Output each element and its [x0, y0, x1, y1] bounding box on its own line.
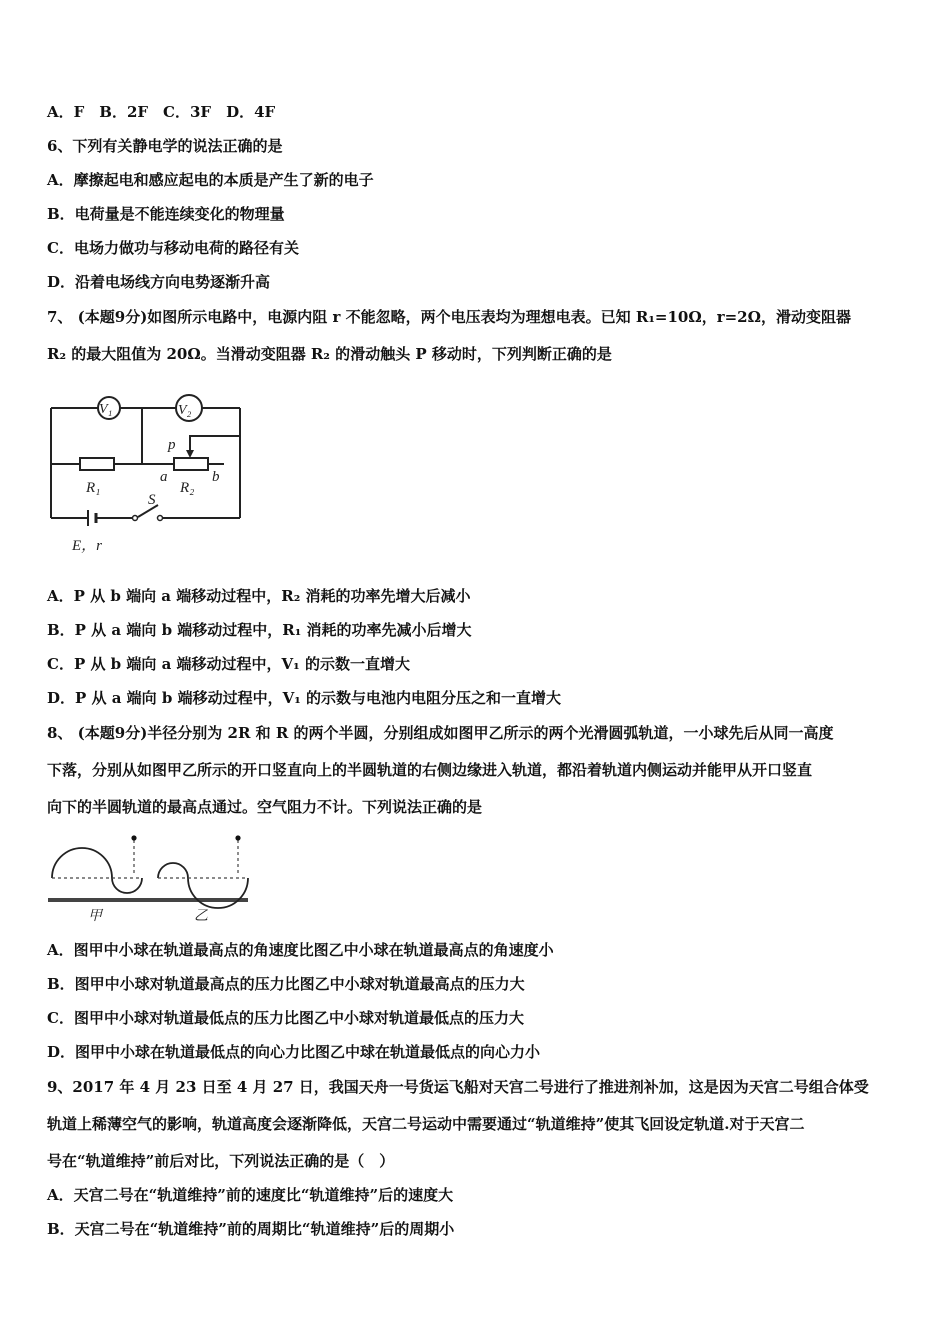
label-jia: 甲 — [88, 909, 102, 924]
q7-option-d: D．P 从 a 端向 b 端移动过程中，V₁ 的示数与电池内电阻分压之和一直增大 — [47, 689, 562, 707]
circuit-diagram — [44, 388, 254, 556]
q7-option-a: A．P 从 b 端向 a 端移动过程中，R₂ 消耗的功率先增大后减小 — [47, 587, 471, 605]
q7-stem-line1: 7、 (本题9分)如图所示电路中，电源内阻 r 不能忽略，两个电压表均为理想电表。已知 R₁=10Ω，r=2Ω，滑动变阻器 — [47, 308, 851, 326]
q8-option-d: D．图甲中小球在轨道最低点的向心力比图乙中球在轨道最低点的向心力小 — [47, 1043, 541, 1061]
track-yi-lower — [188, 878, 248, 908]
q6-option-c: C．电场力做功与移动电荷的路径有关 — [47, 239, 299, 257]
q7-option-b: B．P 从 a 端向 b 端移动过程中，R₁ 消耗的功率先减小后增大 — [47, 621, 472, 639]
track-jia-upper — [52, 848, 112, 878]
ground — [48, 898, 248, 902]
q8-option-b: B．图甲中小球对轨道最高点的压力比图乙中小球对轨道最高点的压力大 — [47, 975, 525, 993]
q7-option-c: C．P 从 b 端向 a 端移动过程中，V₁ 的示数一直增大 — [47, 655, 410, 673]
s-label: S — [148, 492, 156, 508]
v1-label: V₁ — [99, 402, 113, 417]
q9-stem-line2: 轨道上稀薄空气的影响，轨道高度会逐渐降低，天宫二号运动中需要通过“轨道维持”使其飞回设定轨道.对于天宫二 — [47, 1115, 805, 1133]
q6-option-d: D．沿着电场线方向电势逐渐升高 — [47, 273, 271, 291]
track-yi-upper — [158, 863, 188, 878]
ball-yi — [235, 835, 240, 840]
q8-stem-line3: 向下的半圆轨道的最高点通过。空气阻力不计。下列说法正确的是 — [47, 798, 483, 816]
q6-stem: 6、下列有关静电学的说法正确的是 — [47, 137, 283, 155]
semicircle-tracks-diagram — [46, 830, 256, 926]
p-label: p — [168, 437, 176, 453]
q8-stem-line2: 下落，分别从如图甲乙所示的开口竖直向上的半圆轨道的右侧边缘进入轨道，都沿着轨道内侧运动并能甲从开口竖直 — [47, 761, 813, 779]
source-label: E，r — [72, 538, 103, 554]
q7-stem-line2: R₂ 的最大阻值为 20Ω。当滑动变阻器 R₂ 的滑动触头 P 移动时，下列判断正确的是 — [47, 345, 612, 363]
q6-option-a: A．摩擦起电和感应起电的本质是产生了新的电子 — [47, 171, 374, 189]
a-label: a — [160, 469, 168, 485]
ball-jia — [131, 835, 136, 840]
q8-option-c: C．图甲中小球对轨道最低点的压力比图乙中小球对轨道最低点的压力大 — [47, 1009, 524, 1027]
track-jia-lower — [112, 878, 142, 893]
q9-option-a: A．天宫二号在“轨道维持”前的速度比“轨道维持”后的速度大 — [47, 1186, 454, 1204]
q9-stem-line3: 号在“轨道维持”前后对比，下列说法正确的是（ ） — [47, 1152, 395, 1170]
b-label: b — [212, 469, 220, 485]
label-yi: 乙 — [194, 909, 208, 924]
resistor-r1 — [80, 458, 114, 470]
q9-option-b: B．天宫二号在“轨道维持”前的周期比“轨道维持”后的周期小 — [47, 1220, 455, 1238]
slider-arrow-icon — [186, 450, 194, 458]
r1-label: R₁ — [86, 480, 101, 496]
q8-option-a: A．图甲中小球在轨道最高点的角速度比图乙中小球在轨道最高点的角速度小 — [47, 941, 554, 959]
q8-stem-line1: 8、 (本题9分)半径分别为 2R 和 R 的两个半圆，分别组成如图甲乙所示的两个光滑圆弧轨道，一小球先后从同一高度 — [47, 724, 834, 742]
r2-label: R₂ — [180, 480, 195, 496]
q9-stem-line1: 9、2017 年 4 月 23 日至 4 月 27 日，我国天舟一号货运飞船对天宫二号进行了推进剂补加，这是因为天宫二号组合体受 — [47, 1078, 869, 1096]
q5-options: A．F B．2F C．3F D．4F — [47, 103, 276, 121]
q6-option-b: B．电荷量是不能连续变化的物理量 — [47, 205, 285, 223]
v2-label: V₂ — [178, 403, 192, 418]
rheostat-r2 — [174, 458, 208, 470]
